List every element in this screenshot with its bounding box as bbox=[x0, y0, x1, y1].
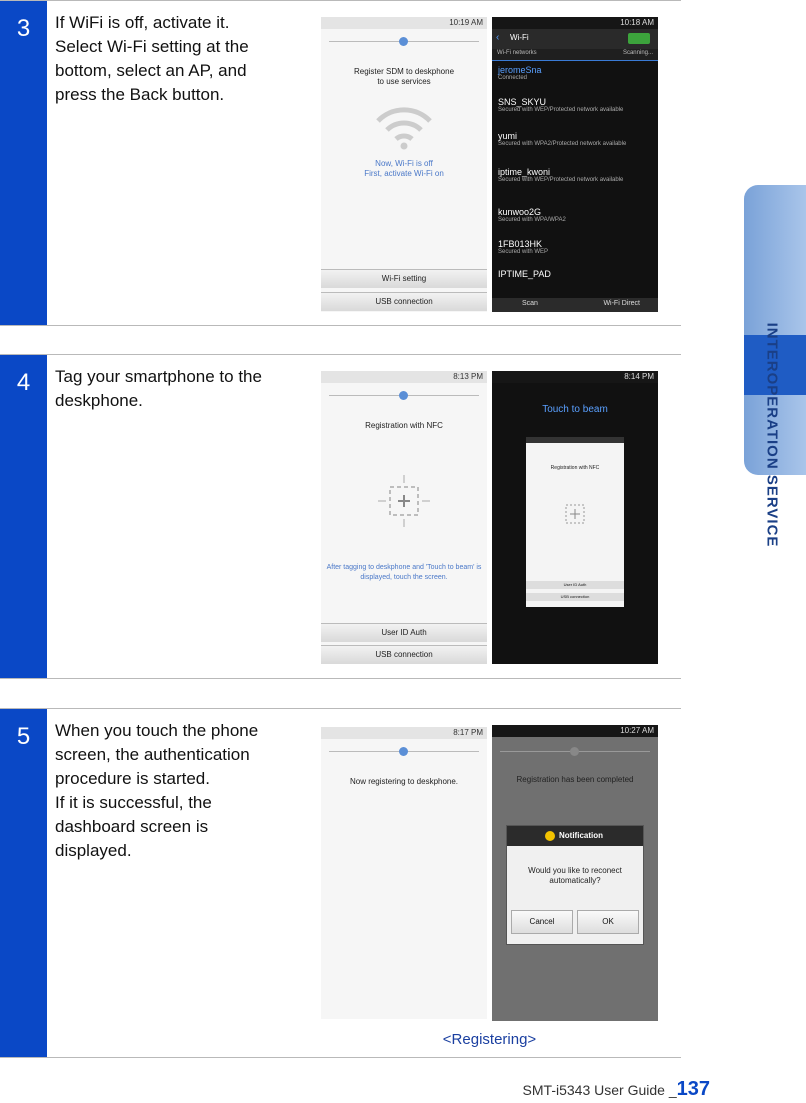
step-text: Tag your smartphone to the deskphone. bbox=[55, 367, 262, 410]
status-bar: 10:19 AM bbox=[321, 17, 487, 29]
figure-caption: <Registering> bbox=[442, 1031, 537, 1048]
screenshot-wifi-list bbox=[492, 17, 658, 312]
inner-user-id-auth: User ID Auth bbox=[526, 581, 624, 589]
notification-dialog bbox=[506, 825, 644, 945]
touch-to-beam-title[interactable]: Touch to beam bbox=[542, 404, 608, 415]
step-number: 5 bbox=[0, 709, 47, 1057]
usb-connection-button[interactable]: USB connection bbox=[321, 292, 487, 311]
inner-title: Registration with NFC bbox=[550, 465, 600, 471]
screenshot-registration-complete bbox=[492, 725, 658, 1021]
guide-title: SMT-i5343 User Guide _ bbox=[522, 1082, 677, 1098]
progress-dot-icon bbox=[399, 747, 408, 756]
screenshot-registering bbox=[321, 727, 487, 1019]
step-4 bbox=[0, 354, 681, 679]
status-bar: 10:27 AM bbox=[492, 725, 658, 737]
dialog-message: Would you like to reconect automatically? bbox=[528, 866, 622, 885]
nfc-message: After tagging to deskphone and 'Touch to beam' is displayed, touch the screen. bbox=[326, 564, 482, 581]
wifi-setting-button[interactable]: Wi-Fi setting bbox=[321, 269, 487, 288]
wifi-network-item[interactable]: SNS_SKYU Secured with WEP/Protected network available bbox=[498, 97, 624, 113]
registering-title: Now registering to deskphone. bbox=[349, 777, 459, 786]
wifi-network-item[interactable]: IPTIME_PAD bbox=[498, 269, 551, 279]
wifi-toggle[interactable] bbox=[628, 33, 650, 44]
status-bar: 8:17 PM bbox=[321, 727, 487, 739]
side-tab bbox=[744, 185, 806, 548]
wifi-networks-label: Wi-Fi networks bbox=[497, 50, 537, 56]
wifi-header: Wi-Fi bbox=[510, 33, 529, 42]
wifi-direct-button[interactable]: Wi-Fi Direct bbox=[603, 300, 640, 307]
scan-button[interactable]: Scan bbox=[522, 300, 538, 307]
wifi-network-item[interactable]: yumi Secured with WPA2/Protected network available bbox=[498, 131, 627, 147]
nfc-tag-icon bbox=[374, 471, 434, 531]
nfc-title: Registration with NFC bbox=[365, 421, 443, 430]
progress-dot-icon bbox=[399, 37, 408, 46]
wifi-off-message: Now, Wi-Fi is off First, activate Wi-Fi on bbox=[364, 159, 444, 178]
screenshot-wifi-off bbox=[321, 17, 487, 312]
user-id-auth-button[interactable]: User ID Auth bbox=[321, 623, 487, 642]
back-icon[interactable]: ‹ bbox=[496, 32, 500, 43]
usb-connection-button[interactable]: USB connection bbox=[321, 645, 487, 664]
scanning-label: Scanning... bbox=[622, 50, 653, 56]
notification-icon bbox=[545, 831, 555, 841]
wifi-network-item[interactable]: kunwoo2G Secured with WPA/WPA2 bbox=[498, 207, 566, 223]
inner-usb-connection: USB connection bbox=[526, 593, 624, 601]
step-text: If WiFi is off, activate it. Select Wi-Fi setting at the bottom, select an AP, and press the Back button. bbox=[55, 13, 249, 104]
step-number: 3 bbox=[0, 1, 47, 325]
side-tab-label: INTEROPERATION SERVICE bbox=[763, 322, 781, 548]
wifi-network-item[interactable]: 1FB013HK Secured with WEP bbox=[498, 239, 549, 255]
status-bar: 8:13 PM bbox=[321, 371, 487, 383]
beam-preview[interactable] bbox=[526, 437, 624, 607]
step-text: When you touch the phone screen, the authentication procedure is started. If it is successful, the dashboard screen is displayed. bbox=[55, 721, 259, 860]
dialog-title: Notification bbox=[559, 831, 603, 840]
progress-dot-icon bbox=[570, 747, 579, 756]
ok-button[interactable]: OK bbox=[577, 910, 639, 934]
registration-complete-title: Registration has been completed bbox=[516, 775, 634, 784]
status-bar: 10:18 AM bbox=[492, 17, 658, 29]
step-5 bbox=[0, 708, 681, 1058]
step-number: 4 bbox=[0, 355, 47, 678]
page-footer bbox=[523, 1078, 710, 1101]
page-number: 137 bbox=[676, 1078, 710, 1100]
screenshot-nfc-registration bbox=[321, 371, 487, 664]
wifi-network-item[interactable]: iptime_kwoni Secured with WEP/Protected network available bbox=[498, 167, 624, 183]
register-title: Register SDM to deskphone to use services bbox=[353, 67, 455, 86]
screenshot-touch-to-beam bbox=[492, 371, 658, 664]
progress-dot-icon bbox=[399, 391, 408, 400]
step-3 bbox=[0, 0, 681, 326]
status-bar: 8:14 PM bbox=[492, 371, 658, 383]
wifi-network-item[interactable]: jeromeSna Connected bbox=[498, 65, 542, 81]
cancel-button[interactable]: Cancel bbox=[511, 910, 573, 934]
wifi-icon bbox=[374, 105, 434, 151]
nfc-tag-icon bbox=[560, 499, 590, 529]
